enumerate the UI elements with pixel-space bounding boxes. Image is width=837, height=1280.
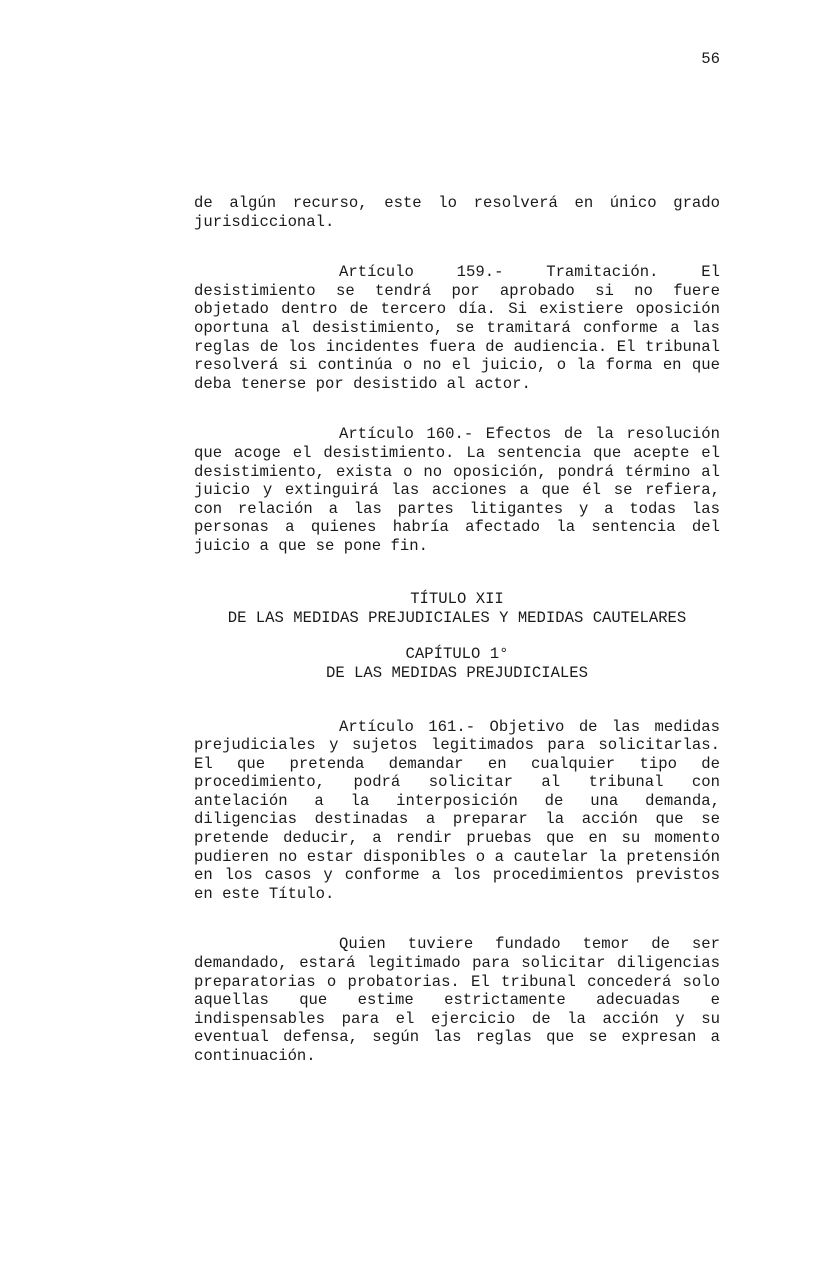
paragraph-continuation: de algún recurso, este lo resolverá en único grado jurisdiccional. xyxy=(194,194,720,231)
article-160: Artículo 160.- Efectos de la resolución que acoge el desistimiento. La sentencia que acepte el desistimiento, exista o no oposición, pondrá término al juicio y extinguirá las acciones a que él se refiera, con relación a las partes litigantes y a todas las personas a quienes habría afectado la sentencia del juicio a que se pone fin. xyxy=(194,425,720,555)
article-161: Artículo 161.- Objetivo de las medidas prejudiciales y sujetos legitimados para solicitarlas. El que pretenda demandar en cualquier tipo de procedimiento, podrá solicitar al tribunal con antelación a la interposición de una demanda, diligencias destinadas a preparar la acción que se pretende deducir, a rendir pruebas que en su momento pudieren no estar disponibles o a cautelar la pretensión en los casos y conforme a los procedimientos previstos en este Título. xyxy=(194,717,720,903)
document-body xyxy=(194,194,720,1066)
chapter-name: DE LAS MEDIDAS PREJUDICIALES xyxy=(325,663,589,682)
title-heading-block xyxy=(194,590,720,628)
title-label: TÍTULO XII xyxy=(410,589,504,608)
page-number: 56 xyxy=(701,50,720,68)
title-name: DE LAS MEDIDAS PREJUDICIALES Y MEDIDAS CAUTELARES xyxy=(227,608,687,627)
article-161-second-paragraph: Quien tuviere fundado temor de ser demandado, estará legitimado para solicitar diligencias preparatorias o probatorias. El tribunal concederá solo aquellas que estime estrictamente adecuadas e indispensables para el ejercicio de la acción y su eventual defensa, según las reglas que se expresan a continuación. xyxy=(194,935,720,1065)
article-159: Artículo 159.- Tramitación. El desistimiento se tendrá por aprobado si no fuere objetado dentro de tercero día. Si existiere oposición oportuna al desistimiento, se tramitará conforme a las reglas de los incidentes fuera de audiencia. El tribunal resolverá si continúa o no el juicio, o la forma en que deba tenerse por desistido al actor. xyxy=(194,263,720,393)
chapter-heading-block xyxy=(194,645,720,683)
chapter-label: CAPÍTULO 1° xyxy=(405,644,509,663)
